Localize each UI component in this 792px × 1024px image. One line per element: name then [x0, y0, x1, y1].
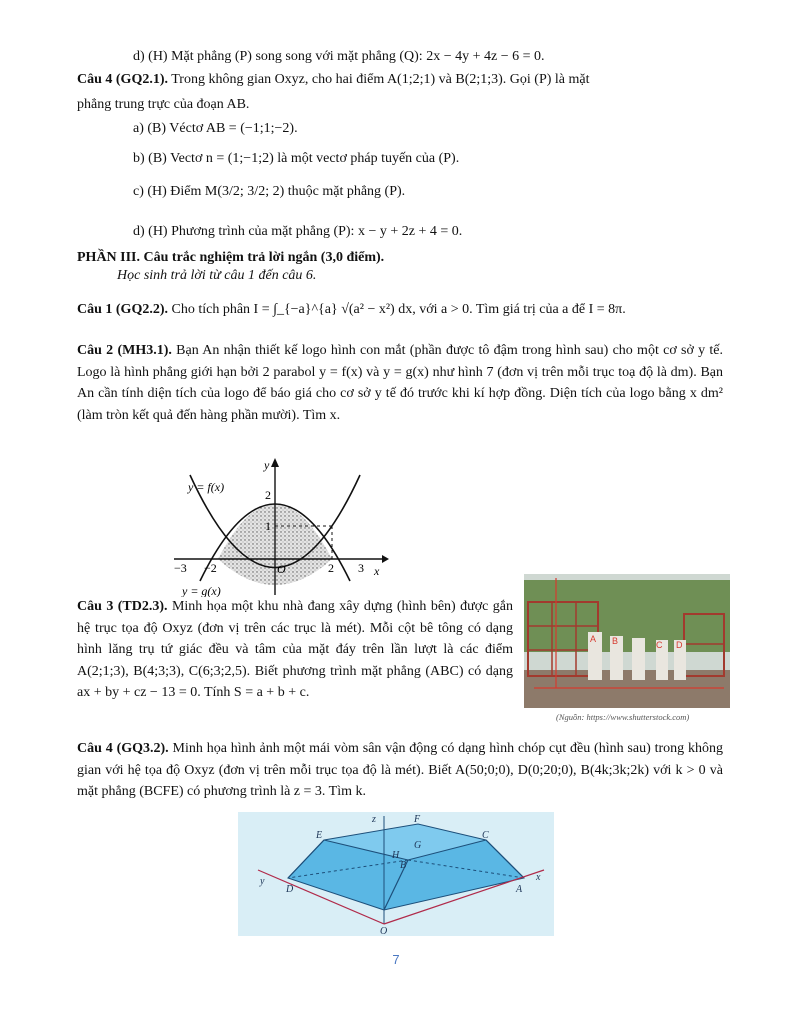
label-C: C [482, 830, 489, 841]
p3-paragraph [77, 596, 513, 704]
tick-y-1: 1 [265, 519, 271, 533]
label-x: x [536, 872, 541, 883]
label-z: z [372, 814, 376, 825]
q4-option-d: d) (H) Phương trình của mặt phẳng (P): x − y + 2z + 4 = 0. [133, 224, 463, 239]
p4-text: Minh họa hình ảnh một mái vòm sân vận động có dạng hình chóp cụt đều (hình sau) trong không gian với hệ tọa độ Oxyz (đơn vị trên mỗi trục tọa độ là mét). Biết A(50;0;0), D(0;20;0), B(4k;3k;2k) với k > 0 và mặt phẳng (BCFE) có phương trình là z = 3. Tìm k. [77, 741, 723, 799]
p4-title: Câu 4 (GQ3.2). [77, 741, 169, 756]
p1-title: Câu 1 (GQ2.2). [77, 302, 168, 317]
label-E: E [316, 830, 323, 841]
q4-stem-2: phẳng trung trực của đoạn AB. [77, 97, 250, 112]
photo-source: (Nguồn: https://www.shutterstock.com) [556, 712, 690, 722]
q4-option-b: b) (B) Vectơ n = (1;−1;2) là một vectơ pháp tuyến của (P). [133, 151, 460, 166]
photo-label-a: A [590, 634, 597, 644]
photo-label-b: B [612, 636, 619, 646]
p2-title: Câu 2 (MH3.1). [77, 343, 172, 358]
x-axis-arrow [382, 555, 389, 563]
tick-y-2: 2 [265, 488, 271, 502]
p1-line [77, 301, 626, 319]
q4-stem-1: Trong không gian Oxyz, cho hai điểm A(1;2;1) và B(2;1;3). Gọi (P) là mặt [171, 72, 590, 87]
label-x-axis: x [374, 564, 380, 578]
y-axis-arrow [271, 458, 279, 467]
p3-text: Minh họa một khu nhà đang xây dựng (hình bên) được gắn hệ trục tọa độ Oxyz (đơn vị trên các trục là mét). Mỗi cột bê tông có dạng hình lăng trụ tứ giác đều và tâm của mặt đáy trên lần lượt là các điểm A(2;1;3), B(4;3;3), C(6;3;2,5). Biết phương trình mặt phẳng (ABC) có dạng ax + by + cz − 13 = 0. Tính S = a + b + c. [77, 599, 513, 700]
label-H: H [392, 850, 400, 861]
tick-x-3: 3 [358, 561, 364, 575]
label-F: F [414, 814, 421, 825]
label-D: D [286, 884, 294, 895]
label-G: G [414, 840, 422, 851]
part3-heading: PHẦN III. Câu trắc nghiệm trả lời ngắn (3,0 điểm). [77, 250, 385, 265]
p3-title: Câu 3 (TD2.3). [77, 599, 168, 614]
construction-photo [524, 574, 730, 708]
p1-text: Cho tích phân I = ∫_{−a}^{a} √(a² − x²) dx, với a > 0. Tìm giá trị của a để I = 8π. [171, 302, 626, 317]
part3-sub: Học sinh trả lời từ câu 1 đến câu 6. [117, 268, 317, 283]
q4-option-c: c) (H) Điểm M(3/2; 3/2; 2) thuộc mặt phẳng (P). [133, 184, 406, 199]
label-B: B [400, 860, 407, 871]
p2-text: Bạn An nhận thiết kế logo hình con mắt (phần được tô đậm trong hình sau) cho một cơ sở y tế. Logo là hình phẳng giới hạn bởi 2 parabol y = f(x) và y = g(x) như hình 7 (đơn vị trên mỗi trục toạ độ là dm). Bạn An cần tính diện tích của logo để báo giá cho cơ sở y tế đó trước khi kí hợp đồng. Diện tích của logo bằng x dm² (làm tròn kết quả đến hàng phần mười). Tìm x. [77, 343, 724, 423]
tick-x-neg2: −2 [204, 561, 217, 575]
page-number: 7 [392, 952, 400, 967]
label-O: O [380, 926, 388, 936]
photo-trees [524, 580, 730, 652]
p2-paragraph [77, 340, 723, 426]
label-y: y [260, 876, 265, 887]
eye-logo-graph [160, 455, 390, 597]
tick-x-neg3: −3 [174, 561, 187, 575]
p4-paragraph [77, 738, 723, 803]
q3-option-d: d) (H) Mặt phẳng (P) song song với mặt phẳng (Q): 2x − 4y + 4z − 6 = 0. [133, 49, 545, 64]
tick-x-2: 2 [328, 561, 334, 575]
q4-option-a: a) (B) Véctơ AB = (−1;1;−2). [133, 121, 298, 136]
label-g: y = g(x) [182, 584, 221, 597]
label-f: y = f(x) [188, 480, 225, 494]
label-y-axis: y [264, 458, 270, 472]
label-A: A [516, 884, 523, 895]
label-origin: O [277, 562, 286, 576]
q4-stem-line1 [77, 71, 590, 89]
q4-title: Câu 4 (GQ2.1). [77, 72, 168, 87]
photo-label-c: C [656, 640, 663, 650]
stadium-roof-figure [238, 812, 554, 936]
photo-label-d: D [676, 640, 683, 650]
